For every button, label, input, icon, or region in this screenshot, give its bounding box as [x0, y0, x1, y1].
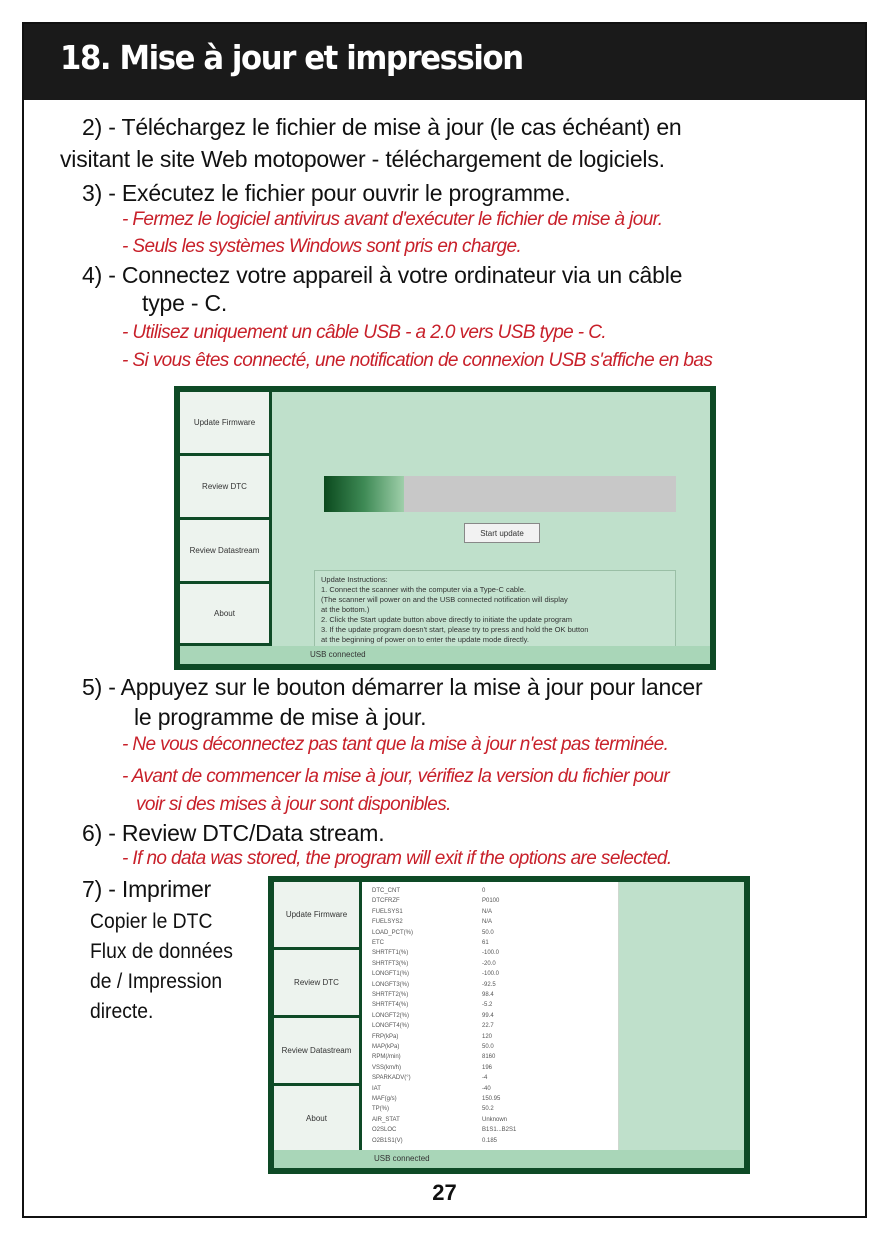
datastream-value: 99.4: [482, 1012, 494, 1019]
datastream-value: -5.2: [482, 1002, 493, 1009]
app-sidebar: [180, 392, 272, 664]
datastream-key: IAT: [372, 1085, 381, 1092]
datastream-value: P0100: [482, 898, 500, 905]
instructions-line: at the beginning of power on to enter the update mode directly.: [321, 635, 529, 644]
datastream-panel: [362, 882, 619, 1154]
step-3-note-2: - Seuls les systèmes Windows sont pris en charge.: [122, 236, 522, 257]
datastream-key: TP(%): [372, 1106, 389, 1113]
datastream-value: -100.0: [482, 950, 500, 957]
menu-about[interactable]: About: [180, 584, 269, 646]
datastream-key: DTC_CNT: [372, 888, 400, 894]
datastream-key: LONGFT3(%): [372, 981, 410, 988]
step-2-line-2: visitant le site Web motopower - téléchargement de logiciels.: [60, 146, 665, 172]
step-7-line: Flux de données: [90, 940, 233, 963]
status-bar: [274, 1150, 744, 1168]
instructions-line: 1. Connect the scanner with the computer via a Type-C cable.: [321, 585, 526, 594]
datastream-key: FUELSYS2: [372, 919, 403, 926]
datastream-row: [362, 1013, 618, 1021]
step-2-line-1: 2) - Téléchargez le fichier de mise à jour (le cas échéant) en: [82, 114, 682, 140]
datastream-value: Unknown: [482, 1116, 508, 1123]
datastream-row: [362, 982, 618, 990]
instructions-line: (The scanner will power on and the USB connected notification will display: [321, 595, 568, 604]
step-5-note-1: - Ne vous déconnectez pas tant que la mise à jour n'est pas terminée.: [122, 734, 669, 755]
datastream-row: [362, 1044, 618, 1052]
title-bar: [24, 24, 865, 100]
page-frame: [22, 22, 867, 1218]
datastream-row: [362, 1086, 618, 1094]
step-5-line-1: 5) - Appuyez sur le bouton démarrer la mise à jour pour lancer: [82, 674, 703, 700]
menu-review-datastream[interactable]: Review Datastream: [180, 520, 269, 584]
datastream-value: 50.2: [482, 1106, 494, 1113]
datastream-value: 98.4: [482, 992, 494, 998]
datastream-key: FRP(kPa): [372, 1033, 399, 1040]
datastream-key: SHRTFT4(%): [372, 1002, 409, 1009]
datastream-key: AIR_STAT: [372, 1116, 400, 1123]
datastream-value: -4: [482, 1075, 488, 1082]
datastream-value: 61: [482, 940, 489, 946]
datastream-key: SHRTFT2(%): [372, 992, 409, 998]
datastream-row: [362, 1106, 618, 1114]
datastream-key: RPM(/min): [372, 1054, 401, 1061]
datastream-row: [362, 888, 618, 896]
datastream-row: [362, 1075, 618, 1083]
datastream-value: 0: [482, 888, 486, 894]
datastream-row: [362, 1117, 618, 1125]
datastream-row: [362, 1065, 618, 1073]
datastream-value: -100.0: [482, 971, 500, 978]
update-instructions: [314, 570, 676, 654]
datastream-key: O2B1S1(V): [372, 1137, 403, 1144]
progress-fill: [324, 476, 404, 512]
datastream-value: 120: [482, 1033, 493, 1040]
update-firmware-screenshot: [174, 386, 716, 670]
datastream-value: 22.7: [482, 1023, 494, 1030]
datastream-key: LONGFT2(%): [372, 1012, 410, 1019]
datastream-screenshot: [268, 876, 750, 1174]
status-text: USB connected: [310, 650, 366, 659]
step-4-line-1: 4) - Connectez votre appareil à votre ordinateur via un câble: [82, 262, 683, 288]
datastream-value: N/A: [482, 908, 493, 915]
datastream-row: [362, 940, 618, 948]
datastream-value: B1S1...B2S1: [482, 1127, 517, 1134]
datastream-row: [362, 971, 618, 979]
datastream-key: O2SLOC: [372, 1127, 397, 1134]
datastream-row: [362, 992, 618, 1000]
instructions-line: Update Instructions:: [321, 575, 388, 584]
step-6-note: - If no data was stored, the program will exit if the options are selected.: [122, 848, 672, 869]
datastream-value: 8160: [482, 1054, 496, 1061]
menu-review-dtc[interactable]: Review DTC: [274, 950, 359, 1018]
menu-about[interactable]: About: [274, 1086, 359, 1154]
step-5-note-2: - Avant de commencer la mise à jour, vérifiez la version du fichier pour: [122, 766, 670, 787]
datastream-key: LONGFT4(%): [372, 1023, 410, 1030]
datastream-value: -20.0: [482, 960, 496, 967]
datastream-row: [362, 950, 618, 958]
datastream-row: [362, 1002, 618, 1010]
datastream-value: -92.5: [482, 981, 496, 988]
datastream-row: [362, 1054, 618, 1062]
step-4-note-2: - Si vous êtes connecté, une notification de connexion USB s'affiche en bas: [122, 350, 713, 371]
datastream-key: SHRTFT1(%): [372, 950, 409, 957]
datastream-value: 50.0: [482, 1044, 494, 1050]
datastream-key: MAP(kPa): [372, 1044, 400, 1050]
datastream-key: MAF(g/s): [372, 1096, 397, 1102]
page-title: 18. Mise à jour et impression: [60, 38, 523, 77]
page-number: 27: [432, 1180, 457, 1205]
step-3-note-1: - Fermez le logiciel antivirus avant d'exécuter le fichier de mise à jour.: [122, 209, 663, 230]
step-3: 3) - Exécutez le fichier pour ouvrir le programme.: [82, 180, 571, 206]
datastream-key: VSS(km/h): [372, 1064, 402, 1071]
datastream-key: SHRTFT3(%): [372, 960, 409, 967]
status-text: USB connected: [374, 1154, 430, 1163]
menu-update-firmware[interactable]: Update Firmware: [274, 882, 359, 950]
datastream-key: LONGFT1(%): [372, 971, 410, 978]
datastream-value: -40: [482, 1085, 491, 1092]
instructions-line: at the bottom.): [321, 605, 370, 614]
step-4-line-2: type - C.: [142, 290, 228, 316]
datastream-key: DTCFRZF: [372, 898, 400, 905]
app-sidebar: [274, 882, 362, 1168]
menu-review-datastream[interactable]: Review Datastream: [274, 1018, 359, 1086]
step-7-title: 7) - Imprimer: [82, 876, 212, 902]
datastream-row: [362, 919, 618, 927]
step-5-note-3: voir si des mises à jour sont disponibles.: [136, 794, 451, 815]
datastream-row: [362, 1023, 618, 1031]
datastream-row: [362, 1138, 618, 1146]
step-7-line: directe.: [90, 1000, 154, 1023]
datastream-value: 150.95: [482, 1096, 501, 1102]
datastream-value: N/A: [482, 919, 493, 926]
datastream-key: FUELSYS1: [372, 908, 403, 915]
step-4-note-1: - Utilisez uniquement un câble USB - a 2.0 vers USB type - C.: [122, 322, 607, 343]
datastream-row: [362, 961, 618, 969]
menu-review-dtc[interactable]: Review DTC: [180, 456, 269, 520]
datastream-row: [362, 930, 618, 938]
datastream-key: ETC: [372, 940, 384, 946]
start-update-button[interactable]: Start update: [464, 523, 540, 543]
instructions-line: 2. Click the Start update button above directly to initiate the update program: [321, 615, 572, 624]
menu-update-firmware[interactable]: Update Firmware: [180, 392, 269, 456]
datastream-value: 0.185: [482, 1137, 498, 1144]
datastream-value: 196: [482, 1064, 493, 1071]
datastream-row: [362, 1096, 618, 1104]
step-6: 6) - Review DTC/Data stream.: [82, 820, 385, 846]
instructions-line: 3. If the update program doesn't start, please try to press and hold the OK button: [321, 625, 589, 634]
datastream-value: 50.0: [482, 929, 494, 936]
step-7-line: de / Impression: [90, 970, 223, 993]
datastream-row: [362, 909, 618, 917]
datastream-row: [362, 898, 618, 906]
step-7-line: Copier le DTC: [90, 910, 213, 933]
datastream-row: [362, 1127, 618, 1135]
progress-track: [404, 476, 676, 512]
datastream-key: SPARKADV(°): [372, 1075, 411, 1082]
datastream-key: LOAD_PCT(%): [372, 929, 414, 936]
datastream-row: [362, 1034, 618, 1042]
step-5-line-2: le programme de mise à jour.: [134, 704, 427, 730]
status-bar: [180, 646, 710, 664]
